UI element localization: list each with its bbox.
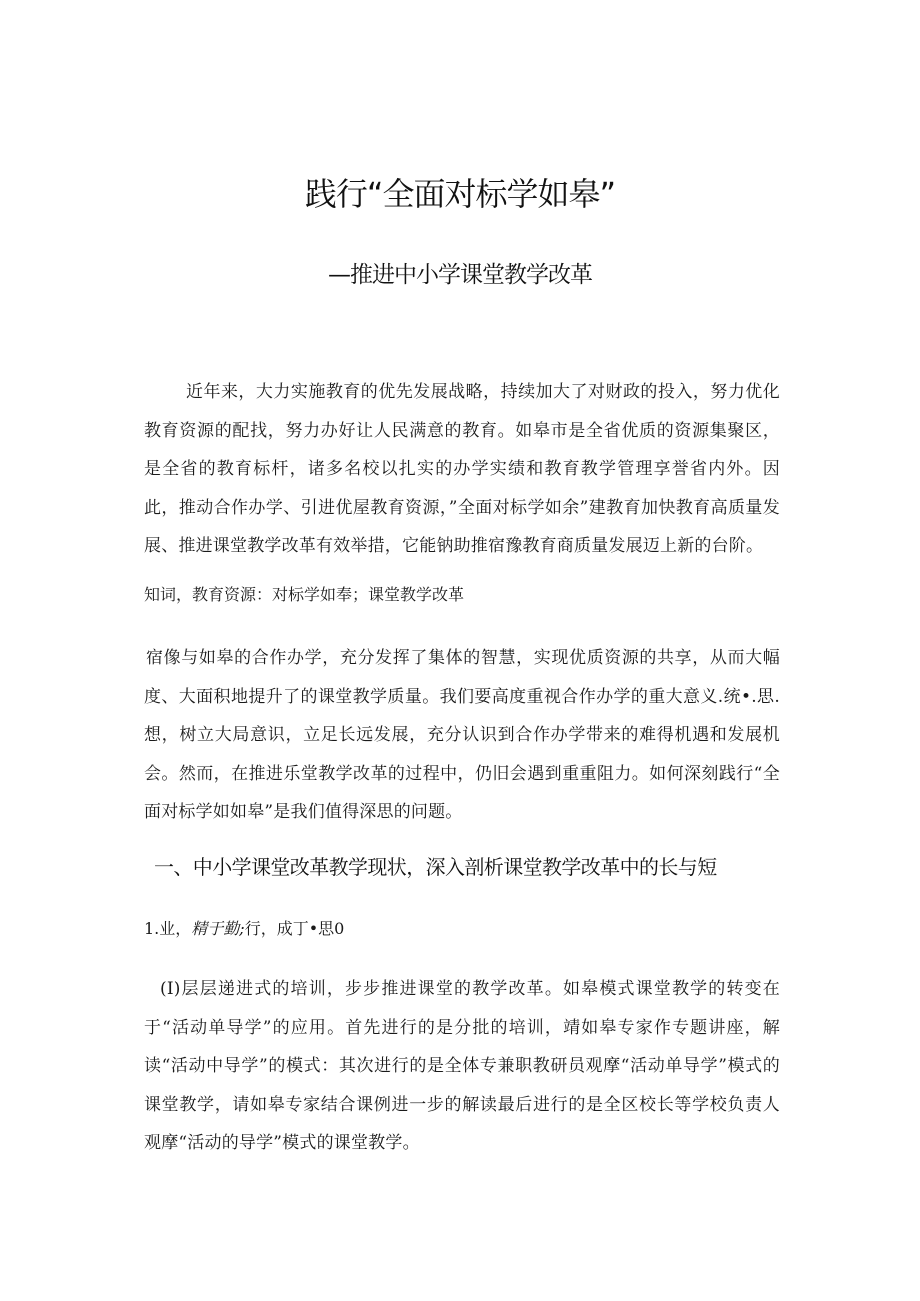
document-title: 践行“全面对标学如皋” (304, 175, 616, 213)
intro-paragraph: 宿像与如皋的合作办学，充分发挥了集体的智慧，实现优质资源的共享，从而大幅度、大面积地提升了的课堂教学质量。我们要高度重视合作办学的重大意义.统•.思.想，树立大局意识，立足长远发展，充分认识到合作办学带来的难得机遇和发展机会。然而，在推进乐堂教学改革的过程中，仍旧会遇到重重阻力。如何深刻践行“全面对标学如如皋”是我们值得深思的问题。 (144, 648, 780, 822)
subheading-italic: 精于勤; (191, 919, 245, 938)
body-paragraph-1: (I)层层递进式的培训，步步推进课堂的教学改革。如皋模式课堂教学的转变在于“活动单导学”的应用。首先进行的是分批的培训，靖如皋专家作专题讲座，解读“活动中导学”的模式：其次进行的是全体专兼职教研员观摩“活动单导学”模式的课堂教学，请如皋专家结合课例进一步的解读最后进行的是全区校长等学校负责人观摩“活动的导学”模式的课堂教学。 (144, 979, 780, 1153)
section-heading-1: 一、中小学课堂改革教学现状，深入剖析课堂教学改革中的长与短 (154, 855, 717, 879)
keywords-line: 知词，教育资源：对标学如奉；课堂教学改革 (144, 585, 465, 604)
subheading-1 (144, 912, 780, 946)
document-subtitle: —推进中小学课堂教学改革 (328, 262, 592, 288)
subheading-prefix: 1.业， (144, 919, 192, 938)
abstract-paragraph: 近年来，大力实施教育的优先发展战略，持续加大了对财政的投入，努力优化教育资源的配找，努力办好让人民满意的教育。如皋市是全省优质的资源集聚区，是全省的教育标杆，诸多名校以扎实的办学实绩和教育教学管理享誉省内外。因此，推动合作办学、引进优屋教育资源，”全面对标学如余”建教育加快教育高质量发展、推进课堂教学改革有效举措，它能钠助推宿豫教育商质量发展迈上新的台阶。 (144, 382, 780, 556)
subheading-suffix: 行，成丁•思0 (244, 919, 345, 938)
